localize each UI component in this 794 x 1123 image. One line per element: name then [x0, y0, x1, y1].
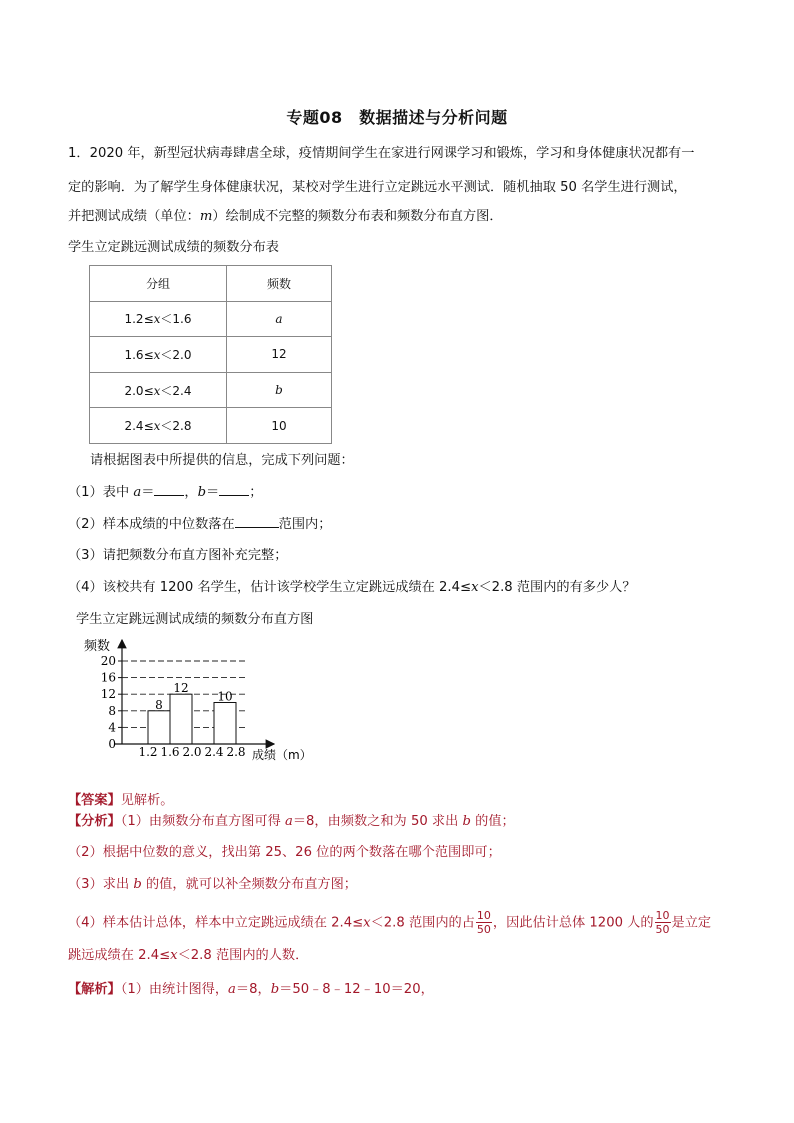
problem-line-3: 并把测试成绩（单位：m）绘制成不完整的频数分布表和频数分布直方图．	[68, 209, 503, 224]
answer-line: 【答案】见解析。	[68, 793, 174, 808]
x-axis-label: 成绩（m）	[252, 748, 312, 762]
table-cell-frequency: b	[227, 372, 332, 408]
table-header-group: 分组	[90, 266, 227, 302]
answer-blank	[235, 514, 279, 528]
fraction: $\frac{10}{50}$	[655, 909, 670, 936]
answer-blank	[154, 482, 184, 496]
problem-line-2: 定的影响．为了解学生身体健康状况，某校对学生进行立定跳远水平测试．随机抽取 50 名学生进行测试，	[68, 180, 687, 195]
question-3: （3）请把频数分布直方图补充完整；	[68, 548, 288, 563]
frequency-histogram	[70, 630, 340, 765]
question-1: （1）表中 a＝ ，b＝ ；	[68, 482, 728, 503]
analysis-line-3: （3）求出 b 的值，就可以补全频数分布直方图；	[68, 877, 357, 892]
analysis-line-1: 【分析】（1）由频数分布直方图可得 a＝8，由频数之和为 50 求出 b 的值；	[68, 814, 515, 829]
table-cell-group: 1.2≤x＜1.6	[90, 301, 227, 337]
table-cell-group: 2.4≤x＜2.8	[90, 408, 227, 444]
page-title: 专题08 数据描述与分析问题	[286, 108, 508, 127]
analysis-label: 【分析】	[68, 814, 121, 829]
answer-label: 【答案】	[68, 793, 121, 808]
analysis-line-5: 跳远成绩在 2.4≤x＜2.8 范围内的人数．	[68, 948, 309, 963]
problem-line-1: 1．2020 年，新型冠状病毒肆虐全球，疫情期间学生在家进行网课学习和锻炼，学习和身体健康状况都有一	[68, 146, 695, 161]
histogram-bar	[148, 711, 170, 744]
fraction: $\frac{10}{50}$	[476, 909, 491, 936]
table-row	[90, 372, 332, 408]
question-4: （4）该校共有 1200 名学生，估计该学校学生立定跳远成绩在 2.4≤x＜2.8 范围内的有多少人？	[68, 580, 636, 595]
table-cell-group: 1.6≤x＜2.0	[90, 337, 227, 373]
table-caption: 学生立定跳远测试成绩的频数分布表	[68, 240, 279, 255]
instructions: 请根据图表中所提供的信息，完成下列问题：	[90, 453, 354, 468]
x-tick-label: 1.2	[138, 745, 158, 759]
x-tick-label: 2.8	[226, 745, 246, 759]
y-axis-label: 频数	[84, 639, 111, 654]
solution-label: 【解析】	[68, 982, 121, 997]
table-row	[90, 301, 332, 337]
table-cell-frequency: 12	[227, 337, 332, 373]
y-tick-label: 12	[100, 687, 116, 702]
y-tick-label: 16	[100, 670, 116, 685]
table-header-row	[90, 266, 332, 302]
table-cell-group: 2.0≤x＜2.4	[90, 372, 227, 408]
bar-data-label: 12	[173, 681, 189, 696]
chart-caption: 学生立定跳远测试成绩的频数分布直方图	[76, 612, 314, 627]
histogram-bar	[170, 694, 192, 744]
bar-data-label: 8	[155, 697, 163, 712]
answer-blank	[219, 482, 249, 496]
y-tick-label: 4	[108, 720, 116, 735]
histogram-bar	[214, 703, 236, 745]
y-tick-label: 8	[108, 703, 116, 718]
bar-data-label: 10	[217, 689, 233, 704]
solution-line-1: 【解析】（1）由统计图得，a＝8，b＝50﹣8﹣12﹣10＝20，	[68, 982, 434, 997]
table-cell-frequency: a	[227, 301, 332, 337]
y-tick-label: 0	[108, 737, 116, 751]
table-row	[90, 408, 332, 444]
table-cell-frequency: 10	[227, 408, 332, 444]
y-tick-label: 20	[100, 654, 116, 668]
question-2: （2）样本成绩的中位数落在 范围内；	[68, 514, 728, 535]
analysis-line-4: （4）样本估计总体，样本中立定跳远成绩在 2.4≤x＜2.8 范围内的占 $\frac{10}{50}$ ，因此估计总体 1200 人的 $\frac{10}{50}$ 是立定	[68, 909, 712, 936]
x-tick-label: 2.4	[204, 745, 224, 759]
table-row	[90, 337, 332, 373]
frequency-table	[89, 265, 332, 444]
analysis-line-2: （2）根据中位数的意义，找出第 25、26 位的两个数落在哪个范围即可；	[68, 845, 501, 860]
x-tick-label: 1.6	[160, 745, 180, 759]
x-tick-label: 2.0	[182, 745, 202, 759]
table-header-frequency: 频数	[227, 266, 332, 302]
